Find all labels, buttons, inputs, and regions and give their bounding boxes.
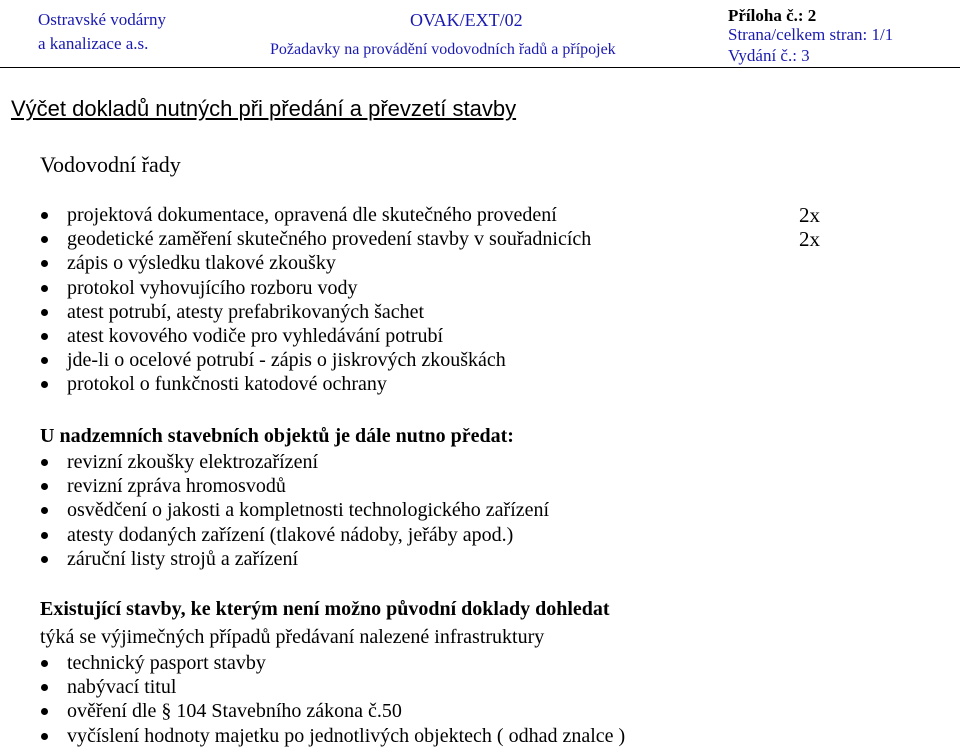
section-heading-above-ground: U nadzemních stavebních objektů je dále nutno předat: — [40, 425, 514, 447]
attachment-number: Příloha č.: 2 — [728, 6, 817, 25]
section-subtext: týká se výjimečných případů předávaní nalezené infrastruktury — [40, 626, 545, 648]
bullet-icon — [41, 532, 48, 539]
company-name-line1: Ostravské vodárny — [38, 10, 166, 29]
list-item: atest kovového vodiče pro vyhledávání potrubí — [38, 324, 591, 348]
page-count: Strana/celkem stran: 1/1 — [728, 25, 894, 44]
list-item: atest potrubí, atesty prefabrikovaných šachet — [38, 300, 591, 324]
quantity: 2x — [799, 227, 820, 252]
bullet-icon — [41, 357, 48, 364]
company-name-line2: a kanalizace a.s. — [38, 34, 149, 53]
list-item: nabývací titul — [38, 675, 625, 699]
doc-title: Požadavky na provádění vodovodních řadů a přípojek — [270, 41, 616, 58]
doc-code: OVAK/EXT/02 — [410, 10, 523, 30]
bullet-icon — [41, 285, 48, 292]
bullet-icon — [41, 507, 48, 514]
list-item: ověření dle § 104 Stavebního zákona č.50 — [38, 699, 625, 723]
bullet-icon — [41, 708, 48, 715]
existing-buildings-list — [38, 651, 625, 748]
bullet-icon — [41, 236, 48, 243]
list-item: protokol vyhovujícího rozboru vody — [38, 276, 591, 300]
list-item: jde-li o ocelové potrubí - zápis o jiskrových zkouškách — [38, 348, 591, 372]
list-item: atesty dodaných zařízení (tlakové nádoby, jeřáby apod.) — [38, 523, 549, 547]
bullet-icon — [41, 483, 48, 490]
bullet-icon — [41, 556, 48, 563]
edition-number: Vydání č.: 3 — [728, 46, 810, 65]
quantity: 2x — [799, 203, 820, 227]
bullet-icon — [41, 684, 48, 691]
bullet-icon — [41, 459, 48, 466]
bullet-icon — [41, 381, 48, 388]
section-heading-existing-buildings: Existující stavby, ke kterým není možno původní doklady dohledat — [40, 598, 610, 620]
list-item: revizní zkoušky elektrozařízení — [38, 450, 549, 474]
list-item: projektová dokumentace, opravená dle skutečného provedení 2x — [38, 203, 591, 227]
bullet-icon — [41, 660, 48, 667]
header-divider — [0, 67, 960, 68]
list-item: revizní zpráva hromosvodů — [38, 474, 549, 498]
list-item: zápis o výsledku tlakové zkoušky — [38, 251, 591, 275]
document-header — [0, 0, 960, 68]
list-item: osvědčení o jakosti a kompletnosti technologického zařízení — [38, 498, 549, 522]
page-title: Výčet dokladů nutných při předání a převzetí stavby — [11, 96, 517, 121]
list-item: technický pasport stavby — [38, 651, 625, 675]
bullet-icon — [41, 260, 48, 267]
section-heading-water-mains: Vodovodní řady — [40, 152, 181, 177]
above-ground-list — [38, 450, 549, 571]
list-item: záruční listy strojů a zařízení — [38, 547, 549, 571]
bullet-icon — [41, 212, 48, 219]
bullet-icon — [41, 733, 48, 740]
bullet-icon — [41, 309, 48, 316]
list-item: geodetické zaměření skutečného provedení stavby v souřadnicích 2x — [38, 227, 591, 251]
bullet-icon — [41, 333, 48, 340]
list-item: vyčíslení hodnoty majetku po jednotlivých objektech ( odhad znalce ) — [38, 724, 625, 748]
water-mains-list — [38, 203, 820, 397]
list-item: protokol o funkčnosti katodové ochrany — [38, 372, 591, 396]
